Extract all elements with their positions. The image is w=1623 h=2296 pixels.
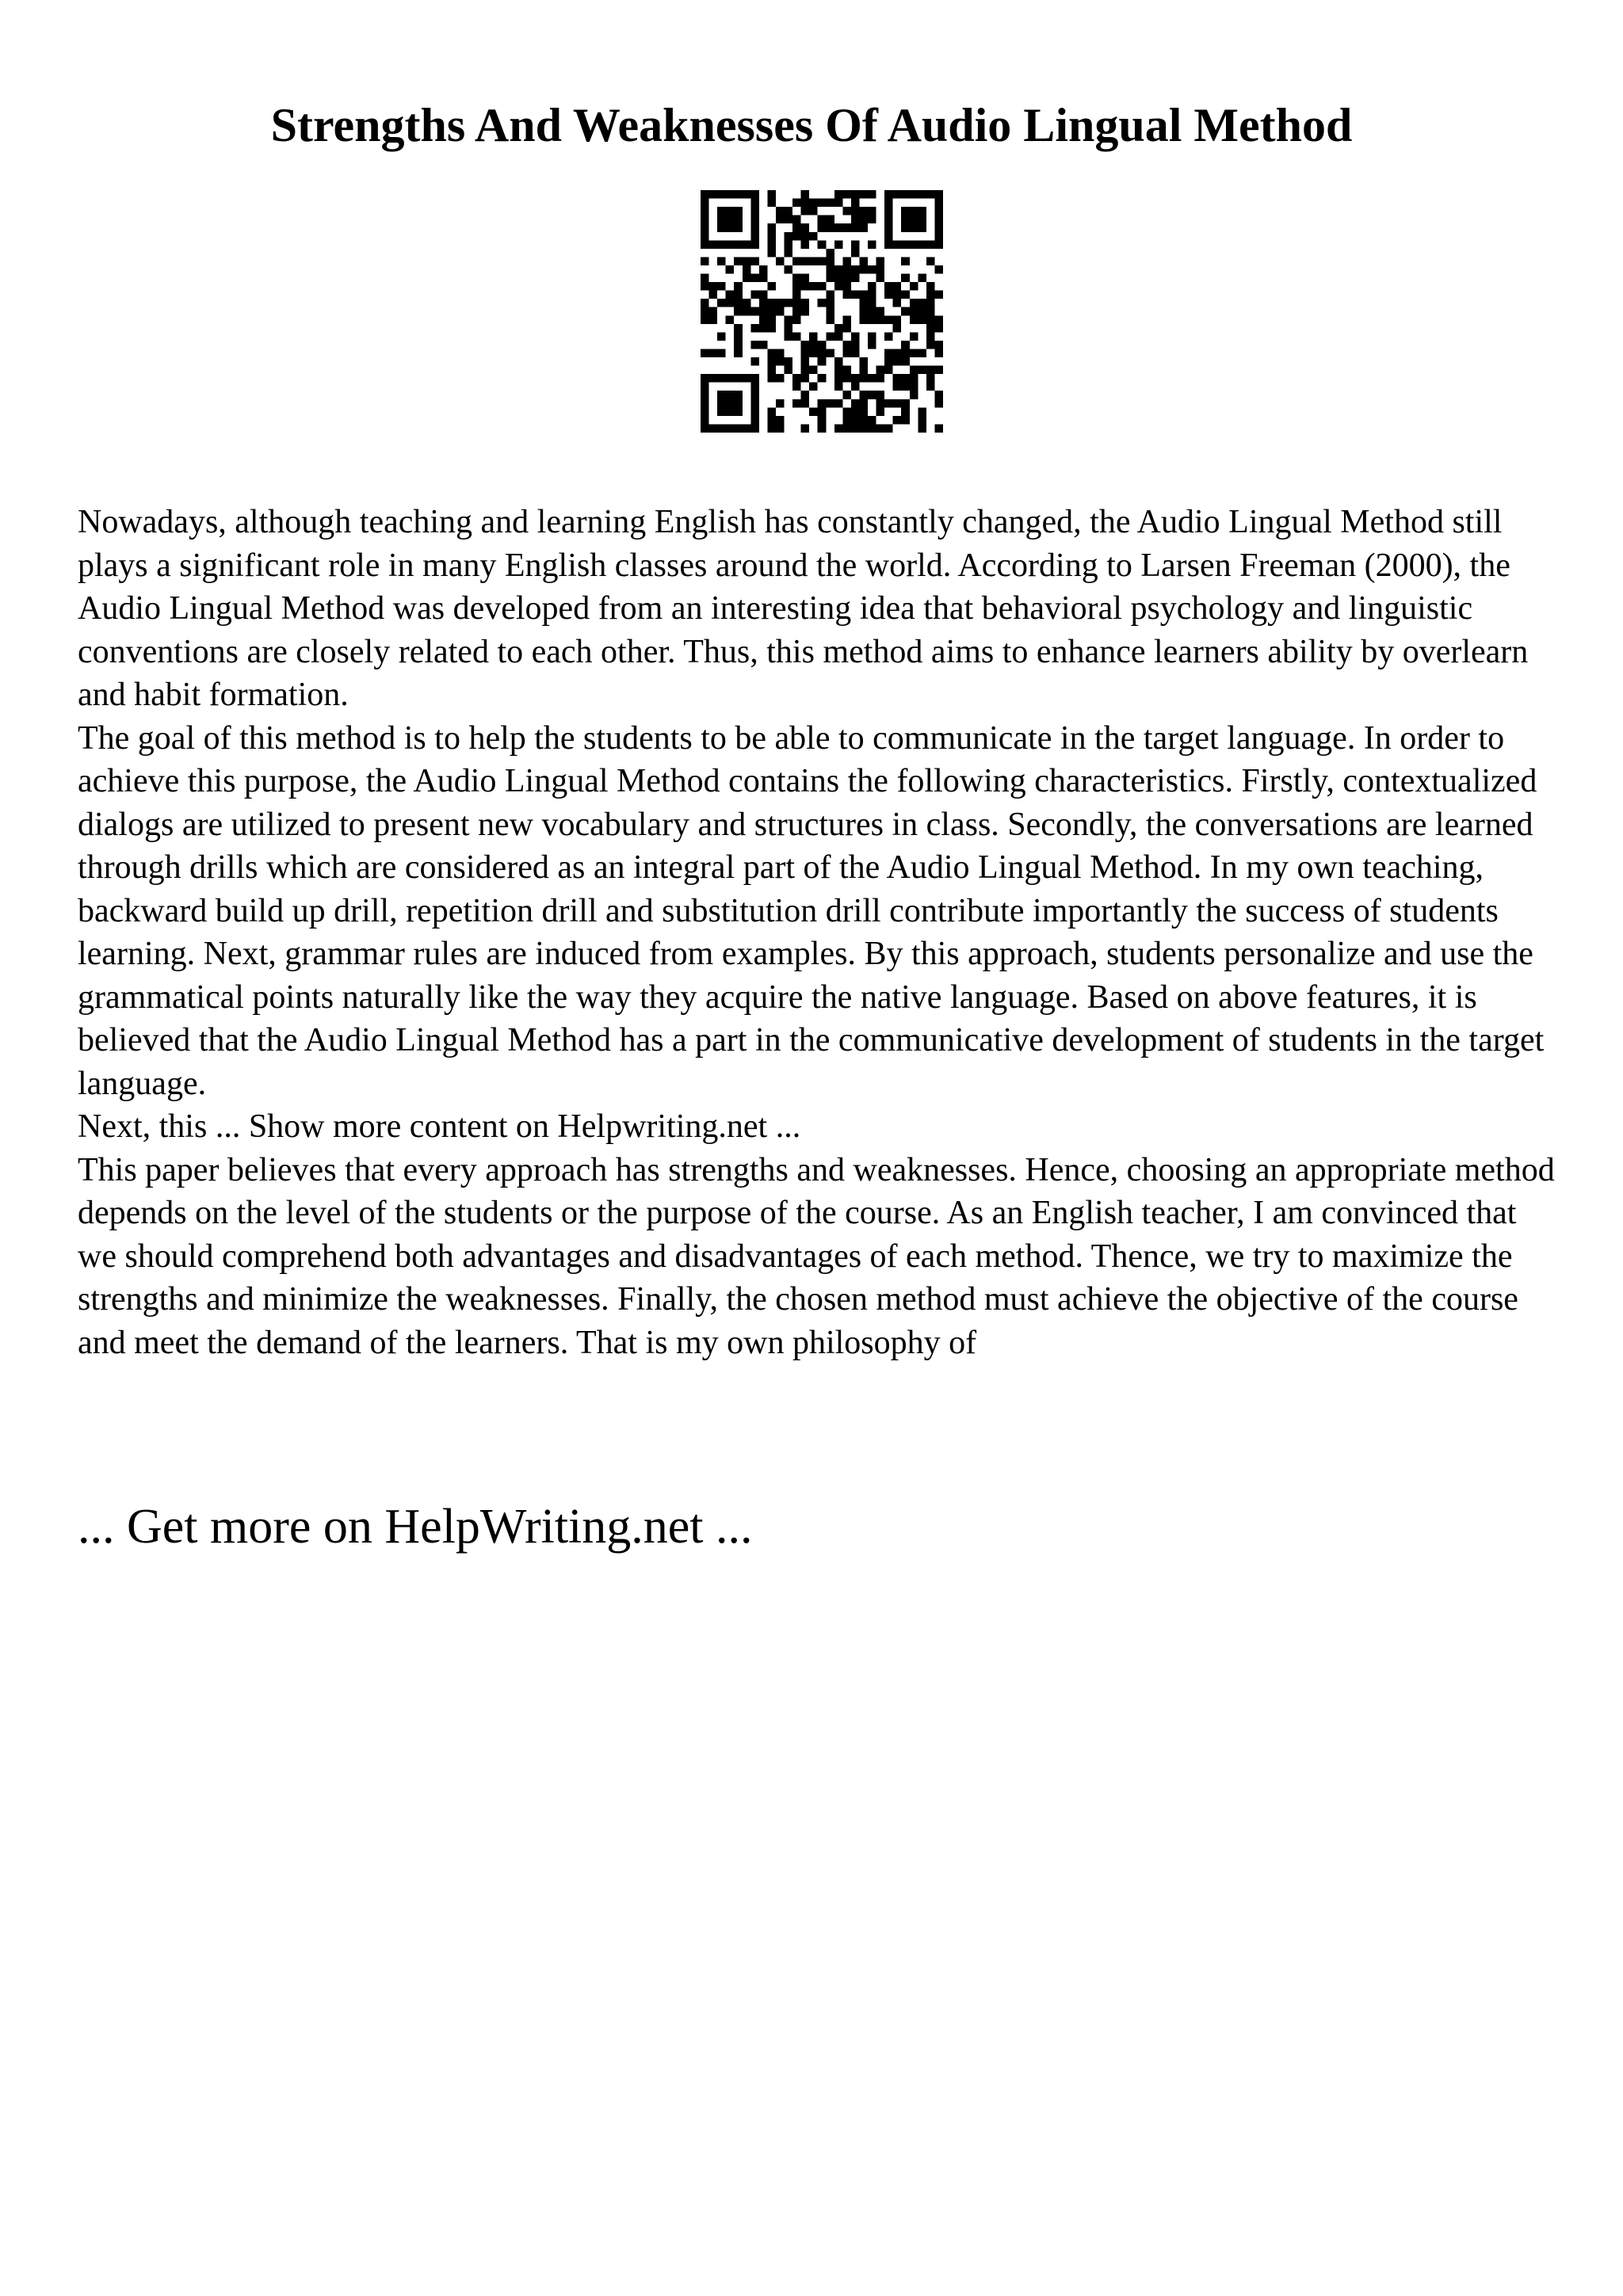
- paragraph: This paper believes that every approach has strengths and weaknesses. Hence, choosing an appropriate method depends on the level of the students or the purpose of the course. As an English teacher, I am convinced that we should comprehend both advantages and disadvantages of each method. Thence, we try to maximize the strengths and minimize the weaknesses. Finally, the chosen method must achieve the objective of the course and meet the demand of the learners. That is my own philosophy of: [78, 1151, 1555, 1361]
- document-title: Strengths And Weaknesses Of Audio Lingual Method: [270, 99, 1353, 151]
- paragraph: Nowadays, although teaching and learning English has constantly changed, the Audio Lingual Method still plays a significant role in many English classes around the world. According to Larsen Freeman (2000), the Audio Lingual Method was developed from an interesting idea that behavioral psychology and linguistic conventions are closely related to each other. Thus, this method aims to enhance learners ability by overlearn and habit formation.: [78, 504, 1529, 713]
- get-more-link[interactable]: ... Get more on HelpWriting.net ...: [78, 1500, 753, 1554]
- qr-code-icon: [701, 190, 943, 433]
- document-body: [78, 501, 1560, 1364]
- show-more-link[interactable]: Next, this ... Show more content on Helpwriting.net ...: [78, 1108, 801, 1145]
- paragraph: The goal of this method is to help the students to be able to communicate in the target language. In order to achieve this purpose, the Audio Lingual Method contains the following characteristics. Firstly, contextualized dialogs are utilized to present new vocabulary and structures in class. Secondly, the conversations are learned through drills which are considered as an integral part of the Audio Lingual Method. In my own teaching, backward build up drill, repetition drill and substitution drill contribute importantly the success of students learning. Next, grammar rules are induced from examples. By this approach, students personalize and use the grammatical points naturally like the way they acquire the native language. Based on above features, it is believed that the Audio Lingual Method has a part in the communicative development of students in the target language.: [78, 719, 1545, 1102]
